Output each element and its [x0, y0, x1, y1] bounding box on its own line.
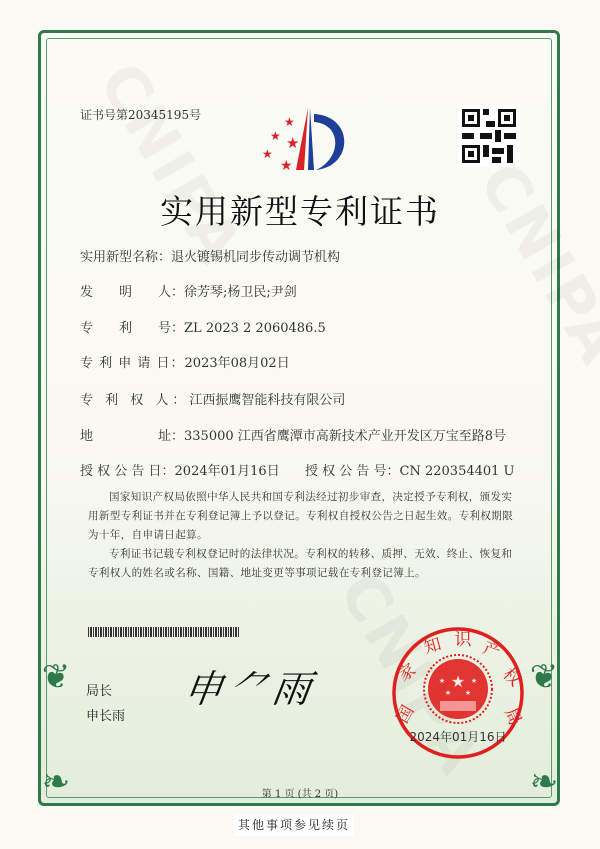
field-label: 地 址：: [80, 429, 185, 444]
ornament-icon: ❦: [41, 657, 71, 697]
signatory-role: 局长: [86, 684, 113, 699]
field-value: ZL 2023 2 2060486.5: [184, 321, 326, 336]
field-utility-model-name: [80, 246, 340, 265]
svg-text:国: 国: [392, 702, 419, 727]
field-label: 专 利 号：: [80, 321, 185, 336]
field-value: 335000 江西省鹰潭市高新技术产业开发区万宝至路8号: [184, 429, 507, 444]
field-application-date: [80, 352, 290, 371]
field-value: 江西振鹰智能科技有限公司: [189, 393, 346, 408]
grant-statement: 国家知识产权局依照中华人民共和国专利法经过初步审查，决定授予专利权，颁发实用新型专利证书并在专利登记簿上予以登记。专利权自授权公告之日起生效。专利权期限为十年，自申请日起算。: [88, 491, 514, 541]
field-value: 徐芳琴;杨卫民;尹剑: [184, 285, 297, 300]
field-patent-number: [80, 317, 326, 336]
field-label: 专 利 申 请 日：: [80, 356, 185, 371]
field-grant-date: [80, 460, 280, 479]
svg-text:识: 识: [454, 630, 472, 650]
svg-text:产: 产: [480, 637, 504, 663]
field-label: 实用新型名称：: [80, 250, 172, 265]
field-label: 授 权 公 告 号：: [305, 464, 400, 479]
legal-status-statement: 专利证书记载专利权登记时的法律状况。专利权的转移、质押、无效、终止、恢复和专利权人的姓名或名称、国籍、地址变更等事项记载在专利登记簿上。: [88, 548, 513, 579]
svg-text:家: 家: [394, 659, 420, 686]
field-label: 发 明 人：: [80, 285, 185, 300]
svg-text:★: ★: [286, 134, 300, 152]
page-number: 第 1 页 (共 2 页): [261, 789, 339, 800]
svg-text:★: ★: [470, 677, 478, 685]
qr-code: [458, 105, 520, 167]
official-seal: [390, 625, 526, 761]
svg-text:★: ★: [438, 677, 446, 685]
seal-date: 2024年01月16日: [409, 730, 507, 744]
svg-text:★: ★: [284, 115, 295, 129]
signatory-name: 申长雨: [86, 709, 126, 724]
field-label: 授 权 公 告 日：: [80, 464, 175, 479]
svg-text:★: ★: [262, 147, 273, 161]
svg-text:权: 权: [498, 664, 525, 691]
ornament-icon: ❧: [41, 762, 71, 802]
field-label: 专 利 权 人：: [80, 393, 190, 408]
certificate-number: 证书号第20345195号: [80, 108, 202, 122]
svg-text:★: ★: [280, 158, 293, 174]
cnipa-logo: [258, 108, 354, 174]
ornament-icon: ❧: [529, 762, 559, 802]
svg-text:★: ★: [450, 672, 466, 691]
field-value: 2023年08月02日: [184, 356, 290, 371]
signature: 申⺈雨: [181, 667, 320, 711]
svg-text:★: ★: [270, 129, 281, 143]
svg-text:★: ★: [464, 689, 472, 697]
field-value: CN 220354401 U: [399, 464, 515, 479]
svg-text:知: 知: [421, 634, 444, 659]
field-address: [80, 425, 506, 444]
field-value: 退火镀锡机同步传动调节机构: [171, 250, 341, 265]
field-grant-number: [305, 460, 515, 479]
field-inventors: [80, 281, 297, 300]
barcode: [88, 627, 240, 637]
field-patentee: [80, 389, 345, 408]
continued-note: 其他事项参见续页: [234, 814, 354, 836]
ornament-icon: ❦: [529, 657, 559, 697]
svg-text:★: ★: [444, 689, 452, 697]
svg-text:局: 局: [499, 704, 526, 729]
page-title: 实用新型专利证书: [160, 192, 440, 231]
field-value: 2024年01月16日: [174, 464, 280, 479]
